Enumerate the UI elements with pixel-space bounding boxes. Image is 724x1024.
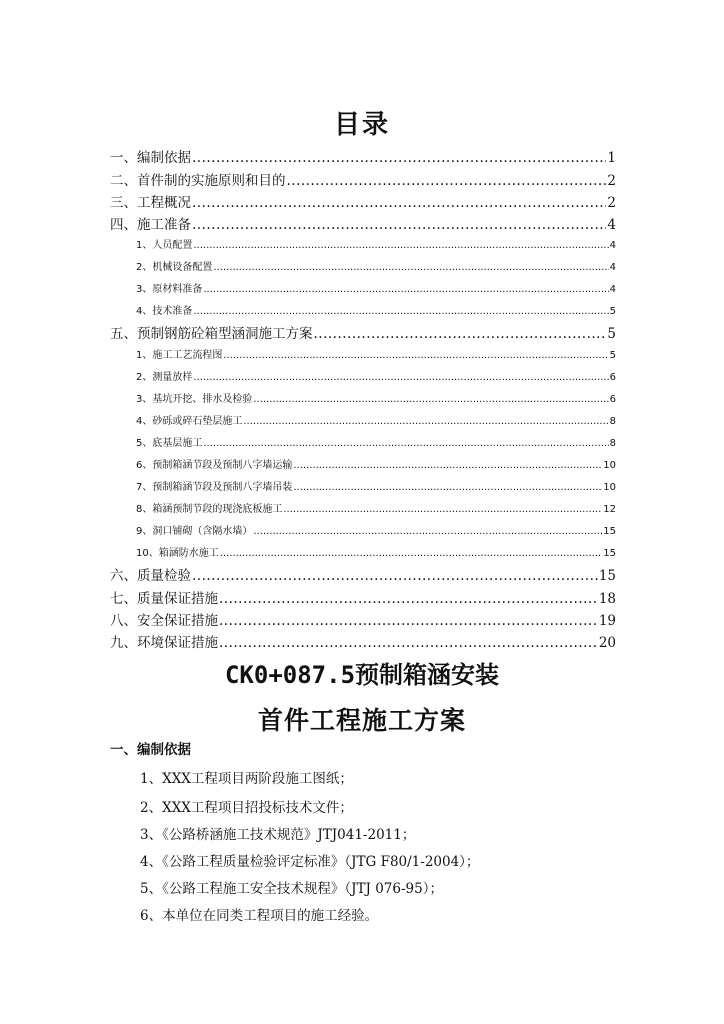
toc-entry[interactable]: 三、工程概况 ..... 2 — [110, 191, 616, 211]
toc-entry[interactable]: 四、施工准备 ..... 4 — [110, 213, 616, 233]
section-heading: 一、编制依据 — [110, 742, 191, 758]
basis-item: 4、《公路工程质量检验评定标准》（JTG F80/1-2004）； — [140, 854, 480, 870]
toc-entry[interactable]: 九、环境保证措施 ..... 20 — [110, 631, 616, 651]
toc-subentry[interactable]: 1、施工工艺流程图 ..... 5 — [110, 346, 616, 361]
toc-subentry[interactable]: 3、原材料准备 ..... 4 — [110, 280, 616, 295]
toc-subentry[interactable]: 4、技术准备 ..... 5 — [110, 302, 616, 317]
toc-subentry[interactable]: 4、砂砾或碎石垫层施工 ..... 8 — [110, 412, 616, 427]
toc-entry[interactable]: 五、预制钢筋砼箱型涵洞施工方案 ..... 5 — [110, 322, 616, 342]
toc-subentry[interactable]: 1、人员配置 ..... 4 — [110, 236, 616, 251]
toc-subentry[interactable]: 6、预制箱涵节段及预制八字墙运输 ..... 10 — [110, 456, 616, 471]
toc-subentry[interactable]: 5、底基层施工 ..... 8 — [110, 434, 616, 449]
basis-item: 3、《公路桥涵施工技术规范》JTJ041-2011； — [140, 827, 416, 843]
toc-entry[interactable]: 一、编制依据 ..... 1 — [110, 146, 616, 166]
basis-item: 1、XXX工程项目两阶段施工图纸； — [140, 771, 353, 787]
basis-item: 2、XXX工程项目招投标技术文件； — [140, 800, 353, 816]
toc-entry[interactable]: 二、首件制的实施原则和目的 ..... 2 — [110, 169, 616, 189]
basis-item: 6、本单位在同类工程项目的施工经验。 — [140, 908, 379, 924]
toc-entry[interactable]: 七、质量保证措施 ..... 18 — [110, 587, 616, 607]
toc-subentry[interactable]: 2、机械设备配置 ..... 4 — [110, 258, 616, 273]
basis-item: 5、《公路工程施工安全技术规程》（JTJ 076-95）； — [140, 881, 443, 897]
toc-subentry[interactable]: 9、洞口铺砌（含隔水墙） ..... 15 — [110, 522, 616, 537]
document-title: CK0+087.5预制箱涵安装 — [224, 661, 500, 689]
toc-subentry[interactable]: 10、箱涵防水施工 ..... 15 — [110, 544, 616, 559]
toc-subentry[interactable]: 7、预制箱涵节段及预制八字墙吊装 ..... 10 — [110, 478, 616, 493]
toc-title: 目录 — [333, 110, 390, 140]
toc-subentry[interactable]: 2、测量放样 ..... 6 — [110, 368, 616, 383]
toc-entry[interactable]: 六、质量检验 ..... 15 — [110, 564, 616, 584]
document-subtitle: 首件工程施工方案 — [257, 706, 466, 735]
toc-subentry[interactable]: 8、箱涵预制节段的现浇底板施工 ..... 12 — [110, 500, 616, 515]
toc-subentry[interactable]: 3、基坑开挖、排水及检验 ..... 6 — [110, 390, 616, 405]
toc-entry[interactable]: 八、安全保证措施 ..... 19 — [110, 609, 616, 629]
